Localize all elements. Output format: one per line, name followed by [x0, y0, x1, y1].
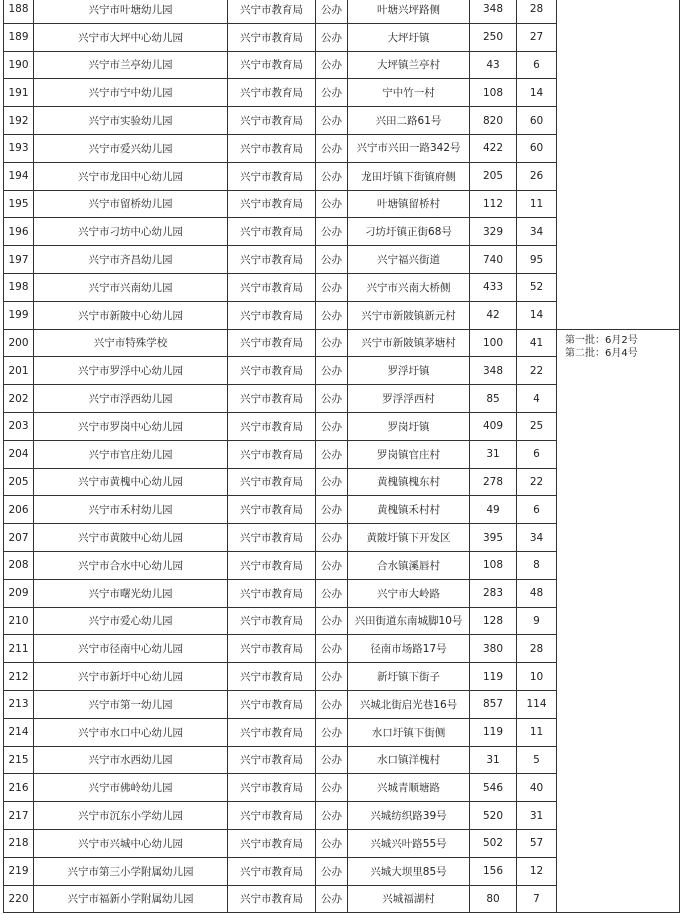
kindergarten-name-cell: 兴宁市实验幼儿园: [34, 107, 228, 135]
count-b-cell: 6: [517, 440, 557, 468]
kindergarten-name-cell: 兴宁市曙光幼儿园: [34, 579, 228, 607]
school-type-cell: 公办: [316, 885, 348, 913]
row-number-cell: 190: [4, 51, 34, 79]
address-cell: 兴宁市新陂镇茅塘村: [348, 329, 470, 357]
address-cell: 兴城兴叶路55号: [348, 829, 470, 857]
kindergarten-name-cell: 兴宁市兴南幼儿园: [34, 273, 228, 301]
count-b-cell: 11: [517, 190, 557, 218]
organizer-cell: 兴宁市教育局: [228, 774, 316, 802]
count-a-cell: 128: [470, 607, 517, 635]
address-cell: 径南市场路17号: [348, 635, 470, 663]
row-number-cell: 212: [4, 663, 34, 691]
table-body: [4, 0, 680, 913]
count-b-cell: 27: [517, 23, 557, 51]
row-number-cell: 204: [4, 440, 34, 468]
count-a-cell: 348: [470, 357, 517, 385]
row-number-cell: 218: [4, 829, 34, 857]
school-type-cell: 公办: [316, 357, 348, 385]
school-type-cell: 公办: [316, 134, 348, 162]
kindergarten-name-cell: 兴宁市兰亭幼儿园: [34, 51, 228, 79]
school-type-cell: 公办: [316, 579, 348, 607]
row-number-cell: 194: [4, 162, 34, 190]
kindergarten-name-cell: 兴宁市宁中幼儿园: [34, 79, 228, 107]
school-type-cell: 公办: [316, 524, 348, 552]
kindergarten-name-cell: 兴宁市福新小学附属幼儿园: [34, 885, 228, 913]
row-number-cell: 217: [4, 802, 34, 830]
organizer-cell: 兴宁市教育局: [228, 79, 316, 107]
count-b-cell: 10: [517, 663, 557, 691]
kindergarten-name-cell: 兴宁市留桥幼儿园: [34, 190, 228, 218]
address-cell: 叶塘兴坪路侧: [348, 0, 470, 23]
organizer-cell: 兴宁市教育局: [228, 440, 316, 468]
school-type-cell: 公办: [316, 218, 348, 246]
kindergarten-name-cell: 兴宁市新圩中心幼儿园: [34, 663, 228, 691]
organizer-cell: 兴宁市教育局: [228, 412, 316, 440]
row-number-cell: 216: [4, 774, 34, 802]
count-a-cell: 31: [470, 746, 517, 774]
row-number-cell: 219: [4, 857, 34, 885]
kindergarten-name-cell: 兴宁市水西幼儿园: [34, 746, 228, 774]
count-b-cell: 22: [517, 468, 557, 496]
kindergarten-name-cell: 兴宁市水口中心幼儿园: [34, 718, 228, 746]
row-number-cell: 211: [4, 635, 34, 663]
organizer-cell: 兴宁市教育局: [228, 51, 316, 79]
count-a-cell: 283: [470, 579, 517, 607]
count-b-cell: 40: [517, 774, 557, 802]
address-cell: 宁中竹一村: [348, 79, 470, 107]
kindergarten-name-cell: 兴宁市黄槐中心幼儿园: [34, 468, 228, 496]
count-a-cell: 820: [470, 107, 517, 135]
organizer-cell: 兴宁市教育局: [228, 23, 316, 51]
organizer-cell: 兴宁市教育局: [228, 579, 316, 607]
school-type-cell: 公办: [316, 829, 348, 857]
count-b-cell: 11: [517, 718, 557, 746]
count-b-cell: 25: [517, 412, 557, 440]
organizer-cell: 兴宁市教育局: [228, 329, 316, 357]
school-type-cell: 公办: [316, 607, 348, 635]
count-a-cell: 250: [470, 23, 517, 51]
address-cell: 叶塘镇留桥村: [348, 190, 470, 218]
school-type-cell: 公办: [316, 468, 348, 496]
count-b-cell: 5: [517, 746, 557, 774]
organizer-cell: 兴宁市教育局: [228, 468, 316, 496]
school-type-cell: 公办: [316, 718, 348, 746]
count-a-cell: 422: [470, 134, 517, 162]
address-cell: 合水镇溪唇村: [348, 551, 470, 579]
kindergarten-name-cell: 兴宁市径南中心幼儿园: [34, 635, 228, 663]
kindergarten-name-cell: 兴宁市黄陂中心幼儿园: [34, 524, 228, 552]
kindergarten-name-cell: 兴宁市齐昌幼儿园: [34, 246, 228, 274]
organizer-cell: 兴宁市教育局: [228, 857, 316, 885]
count-b-cell: 34: [517, 524, 557, 552]
count-a-cell: 119: [470, 718, 517, 746]
organizer-cell: 兴宁市教育局: [228, 218, 316, 246]
organizer-cell: 兴宁市教育局: [228, 107, 316, 135]
school-type-cell: 公办: [316, 329, 348, 357]
organizer-cell: 兴宁市教育局: [228, 301, 316, 329]
organizer-cell: 兴宁市教育局: [228, 134, 316, 162]
row-number-cell: 198: [4, 273, 34, 301]
school-type-cell: 公办: [316, 246, 348, 274]
count-b-cell: 60: [517, 107, 557, 135]
count-b-cell: 6: [517, 496, 557, 524]
row-number-cell: 201: [4, 357, 34, 385]
row-number-cell: 203: [4, 412, 34, 440]
count-a-cell: 100: [470, 329, 517, 357]
kindergarten-name-cell: 兴宁市叶塘幼儿园: [34, 0, 228, 23]
school-type-cell: 公办: [316, 774, 348, 802]
row-number-cell: 209: [4, 579, 34, 607]
school-type-cell: 公办: [316, 690, 348, 718]
row-number-cell: 195: [4, 190, 34, 218]
kindergarten-name-cell: 兴宁市兴城中心幼儿园: [34, 829, 228, 857]
row-number-cell: 220: [4, 885, 34, 913]
count-a-cell: 329: [470, 218, 517, 246]
count-a-cell: 31: [470, 440, 517, 468]
school-type-cell: 公办: [316, 440, 348, 468]
row-number-cell: 193: [4, 134, 34, 162]
kindergarten-name-cell: 兴宁市合水中心幼儿园: [34, 551, 228, 579]
count-a-cell: 857: [470, 690, 517, 718]
school-type-cell: 公办: [316, 635, 348, 663]
count-b-cell: 28: [517, 0, 557, 23]
count-a-cell: 740: [470, 246, 517, 274]
count-a-cell: 112: [470, 190, 517, 218]
organizer-cell: 兴宁市教育局: [228, 246, 316, 274]
count-b-cell: 22: [517, 357, 557, 385]
organizer-cell: 兴宁市教育局: [228, 885, 316, 913]
organizer-cell: 兴宁市教育局: [228, 524, 316, 552]
row-number-cell: 191: [4, 79, 34, 107]
school-type-cell: 公办: [316, 162, 348, 190]
organizer-cell: 兴宁市教育局: [228, 718, 316, 746]
school-type-cell: 公办: [316, 301, 348, 329]
address-cell: 大坪镇兰亭村: [348, 51, 470, 79]
kindergarten-name-cell: 兴宁市特殊学校: [34, 329, 228, 357]
count-b-cell: 14: [517, 79, 557, 107]
address-cell: 兴田街道东南城脚10号: [348, 607, 470, 635]
address-cell: 兴田二路61号: [348, 107, 470, 135]
organizer-cell: 兴宁市教育局: [228, 190, 316, 218]
kindergarten-name-cell: 兴宁市龙田中心幼儿园: [34, 162, 228, 190]
school-type-cell: 公办: [316, 23, 348, 51]
count-b-cell: 57: [517, 829, 557, 857]
count-a-cell: 395: [470, 524, 517, 552]
address-cell: 兴宁市大岭路: [348, 579, 470, 607]
address-cell: 兴宁福兴街道: [348, 246, 470, 274]
count-b-cell: 41: [517, 329, 557, 357]
address-cell: 水口镇洋槐村: [348, 746, 470, 774]
row-number-cell: 197: [4, 246, 34, 274]
organizer-cell: 兴宁市教育局: [228, 385, 316, 413]
count-a-cell: 43: [470, 51, 517, 79]
address-cell: 兴城纺织路39号: [348, 802, 470, 830]
count-b-cell: 8: [517, 551, 557, 579]
school-type-cell: 公办: [316, 663, 348, 691]
address-cell: 兴宁市兴南大桥侧: [348, 273, 470, 301]
kindergarten-name-cell: 兴宁市浮西幼儿园: [34, 385, 228, 413]
count-b-cell: 12: [517, 857, 557, 885]
count-b-cell: 114: [517, 690, 557, 718]
count-b-cell: 60: [517, 134, 557, 162]
count-a-cell: 119: [470, 663, 517, 691]
school-type-cell: 公办: [316, 107, 348, 135]
address-cell: 龙田圩镇下街镇府侧: [348, 162, 470, 190]
school-type-cell: 公办: [316, 0, 348, 23]
kindergarten-name-cell: 兴宁市新陂中心幼儿园: [34, 301, 228, 329]
count-b-cell: 14: [517, 301, 557, 329]
address-cell: 新圩镇下街子: [348, 663, 470, 691]
address-cell: 罗岗圩镇: [348, 412, 470, 440]
kindergarten-name-cell: 兴宁市罗浮中心幼儿园: [34, 357, 228, 385]
count-b-cell: 26: [517, 162, 557, 190]
organizer-cell: 兴宁市教育局: [228, 0, 316, 23]
kindergarten-name-cell: 兴宁市第三小学附属幼儿园: [34, 857, 228, 885]
organizer-cell: 兴宁市教育局: [228, 496, 316, 524]
school-type-cell: 公办: [316, 551, 348, 579]
address-cell: 兴宁市新陂镇新元村: [348, 301, 470, 329]
school-type-cell: 公办: [316, 273, 348, 301]
count-b-cell: 6: [517, 51, 557, 79]
count-a-cell: 409: [470, 412, 517, 440]
organizer-cell: 兴宁市教育局: [228, 829, 316, 857]
address-cell: 兴城大坝里85号: [348, 857, 470, 885]
count-a-cell: 42: [470, 301, 517, 329]
table-row: [4, 0, 680, 23]
row-number-cell: 213: [4, 690, 34, 718]
kindergarten-name-cell: 兴宁市官庄幼儿园: [34, 440, 228, 468]
organizer-cell: 兴宁市教育局: [228, 162, 316, 190]
organizer-cell: 兴宁市教育局: [228, 663, 316, 691]
organizer-cell: 兴宁市教育局: [228, 357, 316, 385]
row-number-cell: 189: [4, 23, 34, 51]
remark-cell: [557, 329, 680, 913]
row-number-cell: 210: [4, 607, 34, 635]
row-number-cell: 199: [4, 301, 34, 329]
kindergarten-name-cell: 兴宁市爱兴幼儿园: [34, 134, 228, 162]
address-cell: 罗岗镇官庄村: [348, 440, 470, 468]
school-type-cell: 公办: [316, 857, 348, 885]
organizer-cell: 兴宁市教育局: [228, 273, 316, 301]
school-type-cell: 公办: [316, 385, 348, 413]
count-a-cell: 108: [470, 551, 517, 579]
row-number-cell: 188: [4, 0, 34, 23]
count-a-cell: 49: [470, 496, 517, 524]
organizer-cell: 兴宁市教育局: [228, 690, 316, 718]
row-number-cell: 214: [4, 718, 34, 746]
school-type-cell: 公办: [316, 412, 348, 440]
kindergarten-name-cell: 兴宁市刁坊中心幼儿园: [34, 218, 228, 246]
count-a-cell: 380: [470, 635, 517, 663]
remark-cell-empty: [557, 0, 680, 329]
count-a-cell: 156: [470, 857, 517, 885]
count-a-cell: 546: [470, 774, 517, 802]
address-cell: 兴城福湖村: [348, 885, 470, 913]
organizer-cell: 兴宁市教育局: [228, 802, 316, 830]
row-number-cell: 208: [4, 551, 34, 579]
address-cell: 大坪圩镇: [348, 23, 470, 51]
school-type-cell: 公办: [316, 802, 348, 830]
count-a-cell: 85: [470, 385, 517, 413]
school-type-cell: 公办: [316, 51, 348, 79]
organizer-cell: 兴宁市教育局: [228, 551, 316, 579]
address-cell: 黄槐镇禾村村: [348, 496, 470, 524]
count-b-cell: 9: [517, 607, 557, 635]
kindergarten-name-cell: 兴宁市第一幼儿园: [34, 690, 228, 718]
address-cell: 罗浮圩镇: [348, 357, 470, 385]
count-b-cell: 4: [517, 385, 557, 413]
count-b-cell: 7: [517, 885, 557, 913]
row-number-cell: 196: [4, 218, 34, 246]
school-type-cell: 公办: [316, 79, 348, 107]
count-a-cell: 502: [470, 829, 517, 857]
count-b-cell: 34: [517, 218, 557, 246]
address-cell: 黄槐镇槐东村: [348, 468, 470, 496]
address-cell: 兴城北街启光巷16号: [348, 690, 470, 718]
organizer-cell: 兴宁市教育局: [228, 607, 316, 635]
school-type-cell: 公办: [316, 190, 348, 218]
school-type-cell: 公办: [316, 496, 348, 524]
count-a-cell: 433: [470, 273, 517, 301]
row-number-cell: 206: [4, 496, 34, 524]
remark-line-2: 第二批：6月4号: [565, 347, 638, 359]
count-b-cell: 52: [517, 273, 557, 301]
row-number-cell: 202: [4, 385, 34, 413]
row-number-cell: 192: [4, 107, 34, 135]
remark-line-1: 第一批：6月2号: [565, 334, 638, 346]
address-cell: 兴宁市兴田一路342号: [348, 134, 470, 162]
count-b-cell: 31: [517, 802, 557, 830]
row-number-cell: 200: [4, 329, 34, 357]
count-a-cell: 520: [470, 802, 517, 830]
row-number-cell: 207: [4, 524, 34, 552]
kindergarten-name-cell: 兴宁市沉东小学幼儿园: [34, 802, 228, 830]
count-a-cell: 80: [470, 885, 517, 913]
count-b-cell: 28: [517, 635, 557, 663]
school-type-cell: 公办: [316, 746, 348, 774]
row-number-cell: 205: [4, 468, 34, 496]
kindergarten-name-cell: 兴宁市爱心幼儿园: [34, 607, 228, 635]
organizer-cell: 兴宁市教育局: [228, 746, 316, 774]
kindergarten-table: [3, 0, 680, 913]
kindergarten-name-cell: 兴宁市佛岭幼儿园: [34, 774, 228, 802]
count-a-cell: 205: [470, 162, 517, 190]
organizer-cell: 兴宁市教育局: [228, 635, 316, 663]
kindergarten-name-cell: 兴宁市罗岗中心幼儿园: [34, 412, 228, 440]
address-cell: 黄陂圩镇下开发区: [348, 524, 470, 552]
count-a-cell: 108: [470, 79, 517, 107]
kindergarten-name-cell: 兴宁市大坪中心幼儿园: [34, 23, 228, 51]
address-cell: 水口圩镇下街侧: [348, 718, 470, 746]
address-cell: 罗浮浮西村: [348, 385, 470, 413]
kindergarten-name-cell: 兴宁市禾村幼儿园: [34, 496, 228, 524]
count-a-cell: 278: [470, 468, 517, 496]
count-b-cell: 95: [517, 246, 557, 274]
row-number-cell: 215: [4, 746, 34, 774]
address-cell: 兴城青顺塘路: [348, 774, 470, 802]
count-b-cell: 48: [517, 579, 557, 607]
table-row: [4, 329, 680, 357]
count-a-cell: 348: [470, 0, 517, 23]
address-cell: 刁坊圩镇正街68号: [348, 218, 470, 246]
